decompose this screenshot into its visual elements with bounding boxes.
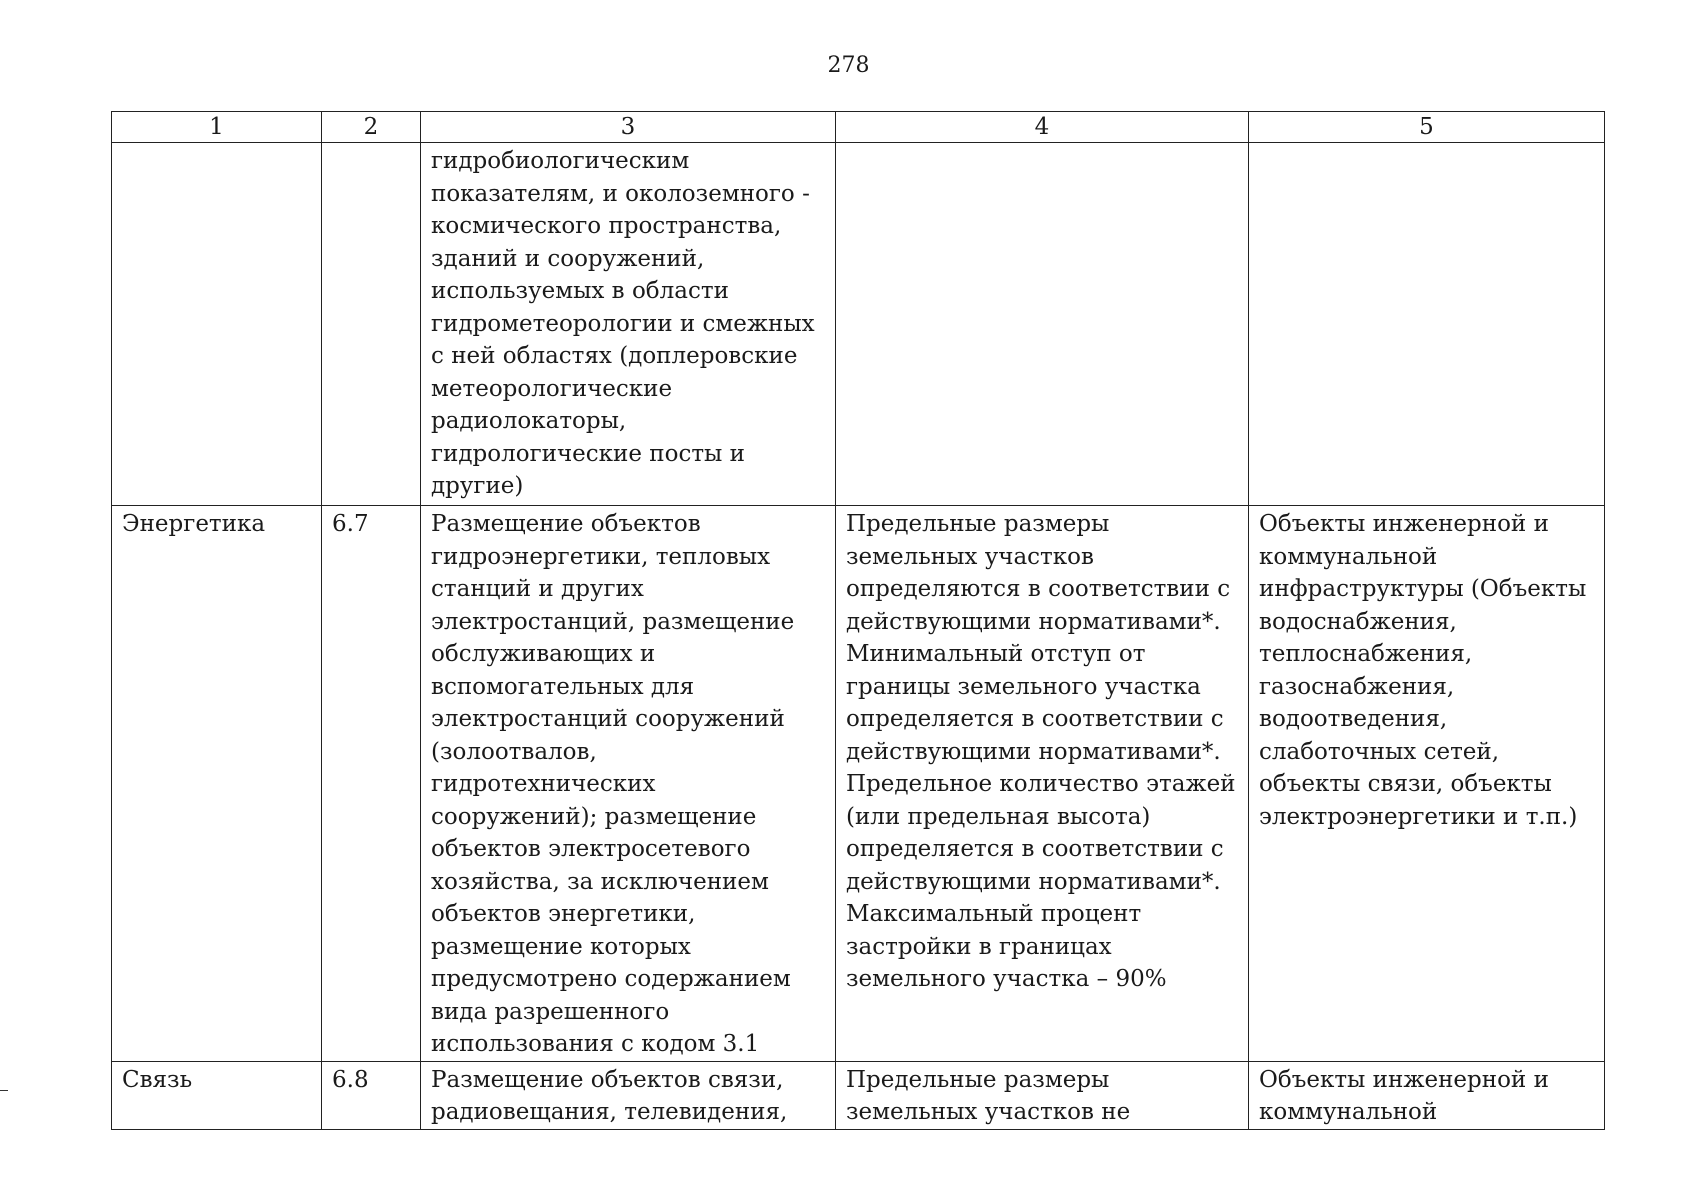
use-code-cell: 6.8 — [322, 1061, 421, 1129]
parameters-cell: Предельные размеры земельных участков не — [836, 1061, 1249, 1129]
auxiliary-uses-cell — [1249, 143, 1605, 506]
table-row — [112, 1061, 1605, 1129]
column-header: 2 — [322, 112, 421, 143]
page-number: 278 — [827, 53, 870, 78]
use-name-cell: Энергетика — [112, 506, 322, 1062]
use-description-cell: Размещение объектов связи, радиовещания, телевидения, — [421, 1061, 836, 1129]
use-description-cell: Размещение объектов гидроэнергетики, тепловых станций и других электростанций, размещение обслуживающих и вспомогательных для электростанций сооружений (золоотвалов, гидротехнических сооружений); размещение объектов электросетевого хозяйства, за исключением объектов энергетики, размещение которых предусмотрено содержанием вида разрешенного использования с кодом 3.1 — [421, 506, 836, 1062]
column-header: 4 — [836, 112, 1249, 143]
parameters-cell — [836, 143, 1249, 506]
margin-mark — [0, 1090, 8, 1091]
use-name-cell — [112, 143, 322, 506]
table-row — [112, 506, 1605, 1062]
column-header: 1 — [112, 112, 322, 143]
auxiliary-uses-cell: Объекты инженерной и коммунальной — [1249, 1061, 1605, 1129]
auxiliary-uses-cell: Объекты инженерной и коммунальной инфраструктуры (Объекты водоснабжения, теплоснабжения, газоснабжения, водоотведения, слаботочных сетей, объекты связи, объекты электроэнергетики и т.п.) — [1249, 506, 1605, 1062]
use-code-cell — [322, 143, 421, 506]
column-header: 3 — [421, 112, 836, 143]
column-header: 5 — [1249, 112, 1605, 143]
zoning-table — [111, 111, 1605, 1130]
use-code-cell: 6.7 — [322, 506, 421, 1062]
table-header-row — [112, 112, 1605, 143]
use-description-cell: гидробиологическим показателям, и околоземного - космического пространства, зданий и сооружений, используемых в области гидрометеорологии и смежных с ней областях (доплеровские метеорологические радиолокаторы, гидрологические посты и другие) — [421, 143, 836, 506]
use-name-cell: Связь — [112, 1061, 322, 1129]
table-row — [112, 143, 1605, 506]
parameters-cell: Предельные размеры земельных участков определяются в соответствии с действующими нормативами*. Минимальный отступ от границы земельного участка определяется в соответствии с действующими нормативами*. Предельное количество этажей (или предельная высота) определяется в соответствии с действующими нормативами*. Максимальный процент застройки в границах земельного участка – 90% — [836, 506, 1249, 1062]
